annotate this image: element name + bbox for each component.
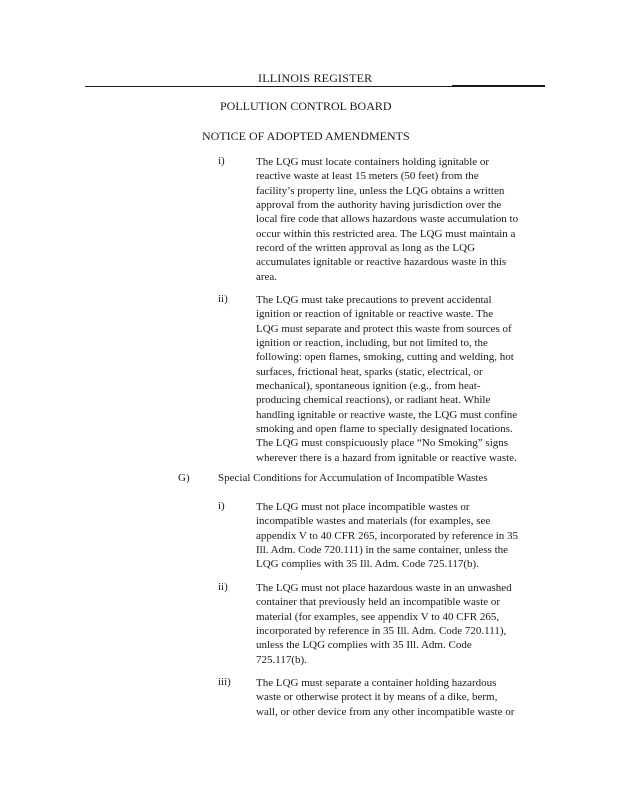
notice-title: NOTICE OF ADOPTED AMENDMENTS	[202, 129, 410, 143]
paragraph-line: unless the LQG complies with 35 Ill. Adm. Code	[256, 639, 472, 652]
paragraph-line: reactive waste at least 15 meters (50 feet) from the	[256, 170, 479, 183]
item-marker: i)	[218, 155, 225, 167]
paragraph-line: occur within this restricted area. The LQG must maintain a	[256, 227, 516, 240]
item-marker: ii)	[218, 581, 228, 593]
paragraph-line: incompatible wastes and materials (for examples, see	[256, 515, 491, 528]
item-marker: i)	[218, 500, 225, 512]
paragraph-line: The LQG must separate a container holding hazardous	[256, 677, 497, 689]
paragraph-line: facility’s property line, unless the LQG obtains a written	[256, 184, 505, 197]
paragraph-line: following: open flames, smoking, cutting and welding, hot	[256, 351, 514, 364]
section-marker: G)	[178, 472, 190, 484]
paragraph-line: wherever there is a hazard from ignitable or reactive waste.	[256, 451, 517, 464]
register-title: ILLINOIS REGISTER	[258, 71, 373, 85]
paragraph-line: LQG must separate and protect this waste from sources of	[256, 322, 512, 335]
paragraph-line: The LQG must take precautions to prevent accidental	[256, 294, 492, 306]
paragraph-line: mechanical), spontaneous ignition (e.g., from heat-	[256, 380, 481, 393]
paragraph-line: record of the written approval as long as the LQG	[256, 242, 476, 255]
paragraph-line: accumulates ignitable or reactive hazardous waste in this	[256, 256, 507, 269]
paragraph-line: surfaces, frictional heat, sparks (static, electrical, or	[256, 365, 483, 378]
paragraph-line: ignition or reaction of ignitable or reactive waste. The	[256, 308, 494, 321]
paragraph-line: wall, or other device from any other incompatible waste or	[256, 705, 515, 718]
board-name: POLLUTION CONTROL BOARD	[220, 99, 392, 113]
paragraph-line: handling ignitable or reactive waste, the LQG must confine	[256, 408, 518, 421]
paragraph-line: The LQG must locate containers holding ignitable or	[256, 156, 490, 168]
item-paragraph	[256, 155, 518, 284]
paragraph-line: approval from the authority having jurisdiction over the	[256, 199, 502, 212]
item-paragraph	[256, 500, 518, 572]
header-rule-accent	[452, 85, 545, 87]
paragraph-line: appendix V to 40 CFR 265, incorporated by reference in 35	[256, 529, 519, 542]
paragraph-line: incorporated by reference in 35 Ill. Adm. Code 720.111),	[256, 625, 507, 638]
paragraph-line: waste or otherwise protect it by means of a dike, berm,	[256, 691, 498, 704]
item-paragraph	[256, 293, 517, 465]
paragraph-line: local fire code that allows hazardous waste accumulation to	[256, 213, 519, 226]
section-title: Special Conditions for Accumulation of Incompatible Wastes	[218, 472, 488, 484]
paragraph-line: area.	[256, 270, 278, 283]
paragraph-line: The LQG must not place incompatible wastes or	[256, 501, 470, 513]
paragraph-line: The LQG must not place hazardous waste in an unwashed	[256, 582, 512, 594]
paragraph-line: LQG complies with 35 Ill. Adm. Code 725.117(b).	[256, 558, 479, 571]
item-paragraph	[256, 676, 514, 719]
item-marker: ii)	[218, 293, 228, 305]
item-marker: iii)	[218, 676, 231, 688]
paragraph-line: producing chemical reactions), or radiant heat. While	[256, 394, 491, 407]
paragraph-line: 725.117(b).	[256, 653, 307, 666]
paragraph-line: smoking and open flame to specially designated locations.	[256, 423, 513, 436]
paragraph-line: Ill. Adm. Code 720.111) in the same container, unless the	[256, 544, 509, 557]
paragraph-line: material (for examples, see appendix V to 40 CFR 265,	[256, 610, 500, 623]
paragraph-line: ignition or reaction, including, but not limited to, the	[256, 337, 488, 350]
item-paragraph	[256, 581, 512, 667]
paragraph-line: The LQG must conspicuously place “No Smoking” signs	[256, 437, 509, 450]
paragraph-line: container that previously held an incompatible waste or	[256, 596, 501, 609]
